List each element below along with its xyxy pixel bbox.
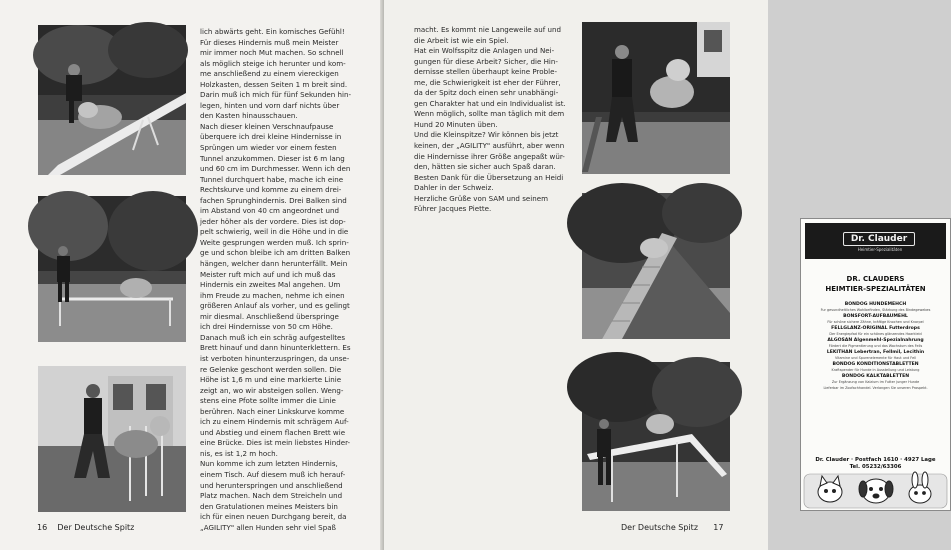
- text-line: mir immer noch Mut machen. So schnell: [200, 48, 344, 58]
- text-line: dernisse stellen überhaupt keine Proble-: [414, 67, 558, 77]
- text-line: Hat ein Wolfsspitz die Anlagen und Nei-: [414, 46, 555, 56]
- text-line: legen, hinten und vorn darf nichts über: [200, 100, 340, 110]
- text-line: Dahler in der Schweiz.: [414, 183, 494, 193]
- ad-product: [809, 362, 942, 372]
- text-line: keinen, der „AGILITY" ausführt, aber wenn: [414, 141, 565, 151]
- text-line: stens eine Pfote sollte immer die Linie: [200, 396, 336, 406]
- text-line: Brett hinauf und dann hinunterklettern. Es: [200, 343, 351, 353]
- text-line: Tunnel durchquert habe, mache ich eine: [200, 174, 344, 184]
- text-line: den, hätten sie sicher auch Spaß daran.: [414, 162, 556, 172]
- ad-product-name: BONDOG HUNDEMEHCH: [844, 302, 907, 307]
- photo-ramp-dog: [38, 25, 186, 175]
- text-line: da der Spitz doch einen sehr unabhängi-: [414, 88, 559, 98]
- ad-title-line1: DR. CLAUDERS: [846, 275, 905, 283]
- ad-product: [809, 374, 942, 384]
- text-line: Besten Dank für die Übersetzung an Heidi: [414, 172, 564, 182]
- text-line: Nach dieser kleinen Verschnaufpause: [200, 121, 334, 131]
- text-line: im Abstand von 40 cm angeordnet und: [200, 206, 339, 216]
- text-line: ich zu einem Hindernis mit schrägem Auf-: [200, 417, 349, 427]
- ad-product-desc: Der Energiepfad für ein schönes glänzendes Haarkleid: [829, 332, 922, 336]
- text-line: den Kasten hinausschauen.: [200, 111, 298, 121]
- text-line: und 60 cm im Durchmesser. Wenn ich den: [200, 164, 351, 174]
- photo-dog-dogwalk: [582, 362, 730, 511]
- text-line: und herunterspringen und anschließend: [200, 480, 343, 490]
- text-line: gen Charakter hat und ein Individualist ist.: [414, 98, 566, 108]
- text-line: überquere ich drei kleine Hindernisse in: [200, 132, 342, 142]
- publication-title: Der Deutsche Spitz: [621, 523, 699, 532]
- photo-dog-seesaw: [582, 22, 730, 174]
- text-line: ihm Freude zu machen, nehme ich einen: [200, 290, 345, 300]
- text-line: eine Brücke. Dies ist mein liebstes Hinder-: [200, 438, 351, 448]
- left-folio: [37, 523, 134, 532]
- ad-product-desc: Fur gesundheitliches Wohlbefinden, Stärkung des Bindegewebes: [820, 308, 931, 312]
- text-line: Und die Kleinspitze? Wir können bis jetzt: [414, 130, 559, 140]
- text-line: me, die Schwierigkeit ist eher der Führer,: [414, 77, 561, 87]
- ad-address-line: Dr. Clauder · Postfach 1610 · 4927 Lage: [815, 457, 936, 463]
- ad-product-name: BONDOG KONDITIONSTABLETTEN: [832, 362, 919, 367]
- text-line: Führer Jacques Piette.: [414, 204, 492, 214]
- ad-availability: [809, 386, 942, 390]
- text-line: den Gratulationen meines Meisters bin: [200, 501, 338, 511]
- text-line: ge und schon bleibe ich am dritten Balken: [200, 248, 351, 258]
- ad-animal-illustrations: [804, 472, 947, 508]
- right-folio: [621, 523, 723, 532]
- page-number: 16: [37, 523, 48, 532]
- text-line: Höhe ist 1,6 m und eine markierte Linie: [200, 375, 342, 385]
- text-line: macht. Es kommt nie Langeweile auf und: [414, 25, 561, 34]
- text-line: zeigt an, wo wir absteigen sollen. Weng-: [200, 385, 344, 395]
- text-line: re Gelenke geschont werden sollen. Die: [200, 364, 342, 374]
- text-line: me anschließend zu einem viereckigen: [200, 69, 339, 79]
- text-line: lich abwärts geht. Ein komisches Gefühl!: [200, 27, 345, 36]
- text-line: Hund 20 Minuten üben.: [414, 119, 498, 129]
- publication-title: Der Deutsche Spitz: [57, 523, 135, 532]
- text-line: jeder höher als der vordere. Dies ist dop-: [200, 216, 346, 226]
- page-number: 17: [713, 523, 724, 532]
- ad-banner: [805, 223, 946, 259]
- ad-product-name: ALGOSAN Algenmehl-Spezialnahrung: [827, 338, 924, 343]
- text-line: „AGILITY" allen Hunden sehr viel Spaß: [200, 522, 337, 532]
- text-line: nis, es ist 1,2 m hoch.: [200, 448, 278, 458]
- ad-product-name: BONDOG KALKTABLETTEN: [841, 374, 910, 379]
- ad-product-desc: Fördert die Pigmentierung und das Wachstum des Fells: [828, 344, 923, 348]
- photo-slalom-dog: [38, 366, 186, 512]
- ad-product-desc: Vitamine und Spurenelemente für Haut und Fell: [834, 356, 917, 360]
- text-line: größeren Anlauf als vorher, und es gelingt: [200, 301, 350, 311]
- ad-product-desc: Zur Ergänzung von Kalzium im Futter junger Hunde: [831, 380, 920, 384]
- ad-availability-text: Lieferbar im Zoofachhandel. Verlangen Sie unseren Prospekt.: [823, 386, 928, 390]
- right-text-column: [414, 25, 586, 215]
- text-line: und Abstieg und einem flachen Brett wie: [200, 427, 346, 437]
- text-line: Nun komme ich zum letzten Hindernis,: [200, 459, 338, 469]
- ad-product-desc: Kraftspender für Hunde in Ausstellung und Leistung: [831, 368, 920, 372]
- text-line: Danach muß ich ein schräg aufgestelltes: [200, 332, 346, 342]
- ad-logo: Dr. Clauder: [843, 232, 915, 246]
- text-line: fachen Sprunghindernis. Drei Balken sind: [200, 195, 347, 205]
- text-line: ich für einen neuen Durchgang bereit, da: [200, 512, 347, 522]
- ad-product-name: FELLGLANZ-ORIGINAL Futterdrops: [831, 326, 920, 331]
- ad-product-desc: Für schöne sichere Zähne, kräftige Knochen und Knorpel: [827, 320, 924, 324]
- text-line: Wenn möglich, sollte man täglich mit dem: [414, 109, 565, 119]
- text-line: Herzliche Grüße von SAM und seinem: [414, 193, 548, 203]
- right-page: [384, 0, 936, 550]
- advertisement-box: [800, 218, 951, 511]
- ad-address: [801, 457, 950, 471]
- ad-product-name: BONSFORT-AUFBAUMEHL: [843, 314, 908, 319]
- text-line: Rechtskurve und komme zu einem drei-: [200, 185, 342, 195]
- text-line: ist verboten hinunterzuspringen, da unse-: [200, 353, 350, 363]
- ad-logo-subtitle: Heimtier-Spezialitäten: [857, 247, 903, 252]
- text-line: als möglich steige ich herunter und kom-: [200, 58, 346, 68]
- ad-title-line2: HEIMTIER-SPEZIALITÄTEN: [825, 285, 926, 293]
- ad-product: [809, 326, 942, 336]
- text-line: ich drei Hindernisse von 50 cm Höhe.: [200, 322, 333, 332]
- text-line: Darin muß ich mich für fünf Sekunden hin-: [200, 90, 352, 100]
- text-line: Platz machen. Nach dem Streicheln und: [200, 491, 343, 501]
- ad-product: [809, 350, 942, 360]
- ad-product: [809, 302, 942, 312]
- left-page: [0, 0, 384, 550]
- text-line: Tunnel anzukommen. Dieser ist 6 m lang: [200, 153, 345, 163]
- text-line: Hindernis ein zweites Mal angehen. Um: [200, 280, 341, 290]
- text-line: hängen, welcher dann herunterfällt. Mein: [200, 259, 348, 269]
- ad-product: [809, 338, 942, 348]
- photo-dog-a-frame: [582, 193, 730, 339]
- text-line: Meister ruft mich auf und ich muß das: [200, 269, 336, 279]
- text-line: gungen für diese Arbeit? Sicher, die Hin-: [414, 56, 558, 66]
- text-line: einem Tisch. Auf diesem muß ich herauf-: [200, 469, 346, 479]
- text-line: Sprüngen um wieder vor einem festen: [200, 143, 337, 153]
- text-line: Weite gesprungen werden muß. Ich sprin-: [200, 237, 349, 247]
- text-line: die Arbeit ist wie ein Spiel.: [414, 35, 509, 45]
- left-text-column: [200, 27, 370, 533]
- ad-product-name: LEKITHAN Lebertran, Fellmil, Lecithin: [826, 350, 925, 355]
- text-line: Holzkasten, dessen Seiten 1 m breit sind.: [200, 79, 348, 89]
- text-line: Für dieses Hindernis muß mein Meister: [200, 37, 339, 47]
- text-line: mir diesmal. Anschließend überspringe: [200, 311, 339, 321]
- text-line: pelt schwierig, weil in die Höhe und in die: [200, 227, 349, 237]
- text-line: berühren. Nach einer Linkskurve komme: [200, 406, 345, 416]
- ad-product: [809, 314, 942, 324]
- ad-product-list: [809, 302, 942, 392]
- ad-phone-line: Tel. 05232/63306: [849, 464, 902, 470]
- text-line: die Hindernisse ihrer Größe angepaßt wür-: [414, 151, 565, 161]
- photo-hurdle-dog: [38, 196, 186, 342]
